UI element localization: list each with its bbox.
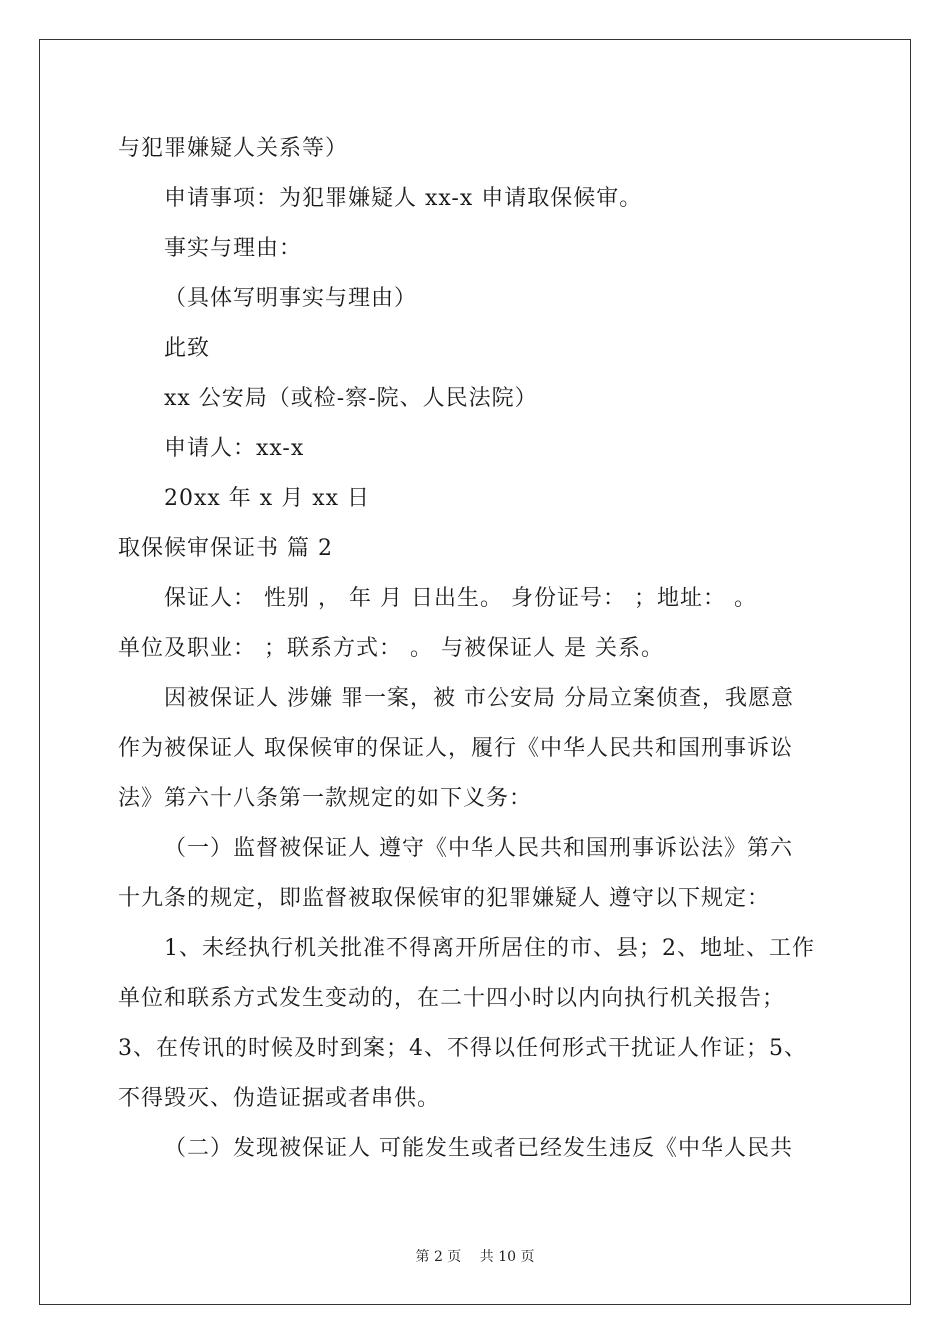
text-line-12: 因被保证人 涉嫌 罪一案，被 市公安局 分局立案侦查，我愿意 <box>164 686 794 711</box>
text-line-18: 单位和联系方式发生变动的，在二十四小时以内向执行机关报告； <box>118 986 786 1011</box>
text-line-4: （具体写明事实与理由） <box>164 286 418 311</box>
text-line-5: 此致 <box>164 336 211 361</box>
text-line-2: 申请事项：为犯罪嫌疑人 xx-x 申请取保候审。 <box>164 186 643 211</box>
text-line-8: 20xx 年 x 月 xx 日 <box>164 486 370 511</box>
text-line-6: xx 公安局（或检-察-院、人民法院） <box>164 386 538 411</box>
text-line-1: 与犯罪嫌疑人关系等） <box>118 136 349 161</box>
text-line-19: 3、在传讯的时候及时到案；4、不得以任何形式干扰证人作证；5、 <box>118 1036 807 1061</box>
text-line-17: 1、未经执行机关批准不得离开所居住的市、县；2、地址、工作 <box>164 936 815 961</box>
text-line-3: 事实与理由： <box>164 236 303 261</box>
page-frame <box>39 39 911 1305</box>
text-line-11: 单位及职业： ；联系方式： 。 与被保证人 是 关系。 <box>118 636 664 661</box>
text-line-16: 十九条的规定，即监督被取保候审的犯罪嫌疑人 遵守以下规定： <box>118 886 770 911</box>
page-number-footer: 第 2 页 共 10 页 <box>415 1249 535 1265</box>
text-line-14: 法》第六十八条第一款规定的如下义务： <box>118 786 533 811</box>
text-line-13: 作为被保证人 取保候审的保证人，履行《中华人民共和国刑事诉讼 <box>118 736 793 761</box>
text-line-10: 保证人： 性别 ， 年 月 日出生。 身份证号： ；地址： 。 <box>164 586 757 611</box>
text-line-15: （一）监督被保证人 遵守《中华人民共和国刑事诉讼法》第六 <box>164 836 793 861</box>
text-line-21: （二）发现被保证人 可能发生或者已经发生违反《中华人民共 <box>164 1136 793 1161</box>
section-heading: 取保候审保证书 篇 2 <box>118 536 333 561</box>
text-line-20: 不得毁灭、伪造证据或者串供。 <box>118 1086 441 1111</box>
text-line-7: 申请人：xx-x <box>164 436 305 461</box>
